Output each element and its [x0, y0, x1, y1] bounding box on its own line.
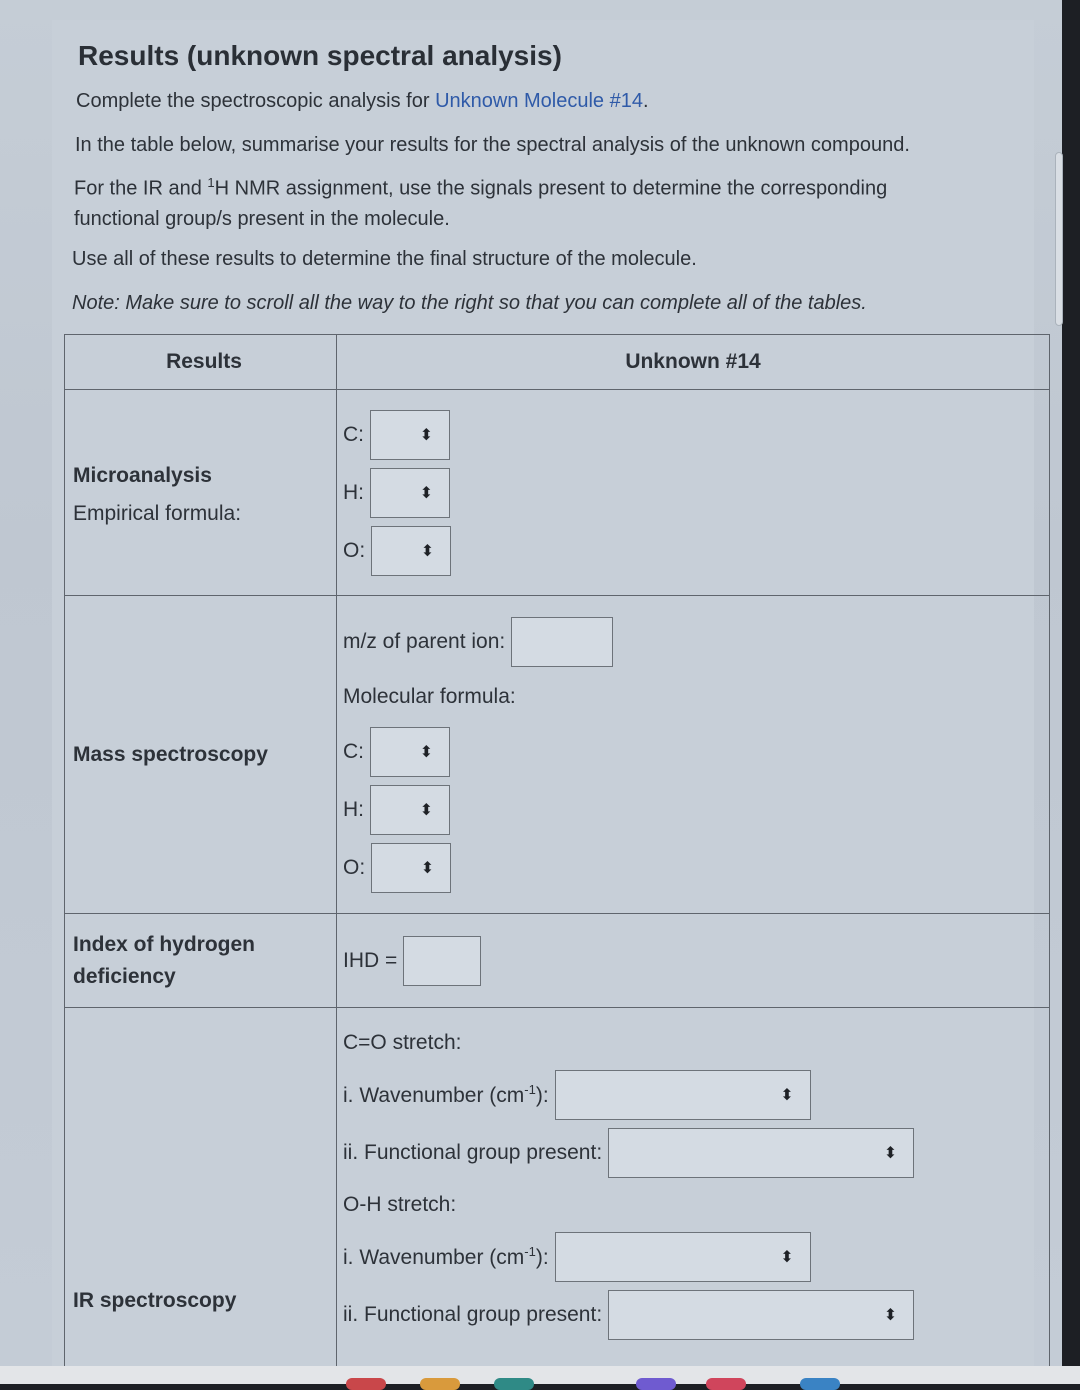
co-functional-group-label: ii. Functional group present: — [343, 1141, 603, 1164]
micro-h-select[interactable] — [370, 468, 450, 518]
mass-h-label: H: — [343, 797, 364, 821]
empirical-formula-label: Empirical formula: — [73, 501, 242, 525]
micro-c-select[interactable] — [370, 410, 450, 460]
co-wavenumber-select[interactable] — [555, 1070, 811, 1120]
page-title: Results (unknown spectral analysis) — [78, 40, 562, 71]
updown-arrow-icon: ⬍ — [419, 426, 433, 444]
taskbar-dot — [346, 1378, 386, 1390]
bottom-strip — [0, 1366, 1080, 1384]
updown-arrow-icon: ⬍ — [420, 859, 435, 877]
oh-wavenumber-label: i. Wavenumber $(cm^{-1})$: — [343, 1244, 549, 1269]
updown-arrow-icon: ⬍ — [883, 1307, 898, 1324]
ihd-input[interactable] — [403, 936, 481, 986]
mass-o-select[interactable] — [371, 843, 451, 893]
micro-c-label: C: — [343, 422, 364, 446]
oh-functional-group-label: ii. Functional group present: — [343, 1303, 603, 1326]
mass-o-label: O: — [343, 855, 366, 879]
mz-label: m/z of parent ion: — [343, 629, 506, 653]
ihd-row — [65, 914, 1050, 1008]
unknown-molecule-link[interactable]: Unknown Molecule #14 — [435, 90, 643, 112]
intro-text: Complete the spectroscopic analysis for Unknown Molecule #14. — [76, 90, 649, 112]
taskbar-dot — [494, 1378, 534, 1390]
mass-label: Mass spectroscopy — [73, 742, 268, 766]
micro-h-label: H: — [343, 480, 364, 504]
ir-label-cell — [65, 1008, 337, 1367]
molecular-formula-label: Molecular formula: — [343, 684, 516, 708]
oh-wavenumber-select[interactable] — [555, 1232, 811, 1282]
mass-c-label: C: — [343, 739, 364, 763]
ir-label: IR spectroscopy — [73, 1289, 237, 1312]
mass-input-cell — [337, 596, 1050, 914]
scroll-note: Note: Make sure to scroll all the way to the right so that you can complete all of the tables. — [72, 292, 867, 314]
micro-o-select[interactable] — [371, 526, 451, 576]
updown-arrow-icon: ⬍ — [420, 542, 435, 560]
microanalysis-label: Microanalysis — [73, 463, 212, 487]
mass-c-select[interactable] — [370, 727, 450, 777]
microanalysis-label-cell — [65, 390, 337, 596]
co-wavenumber-label: i. Wavenumber $(cm^{-1})$: — [343, 1082, 549, 1107]
microanalysis-input-cell — [337, 390, 1050, 596]
oh-functional-group-select[interactable] — [608, 1290, 914, 1340]
taskbar-dot — [636, 1378, 676, 1390]
updown-arrow-icon: ⬍ — [419, 743, 433, 761]
updown-arrow-icon: ⬍ — [780, 1087, 794, 1104]
updown-arrow-icon: ⬍ — [780, 1249, 794, 1266]
mass-row — [65, 596, 1050, 914]
co-stretch-heading: C=O stretch: — [343, 1031, 462, 1054]
ihd-label-cell — [65, 914, 337, 1008]
updown-arrow-icon: ⬍ — [419, 801, 433, 819]
taskbar-dot — [706, 1378, 746, 1390]
mz-input[interactable] — [511, 617, 613, 667]
scrollbar-thumb[interactable] — [1055, 152, 1063, 326]
results-table — [64, 334, 1050, 1366]
instruction-paragraph-3: Use all of these results to determine the final structure of the molecule. — [72, 248, 697, 270]
taskbar-dot — [800, 1378, 840, 1390]
updown-arrow-icon: ⬍ — [419, 484, 433, 502]
mass-label-cell — [65, 596, 337, 914]
results-column-header: Results — [65, 335, 337, 390]
micro-o-label: O: — [343, 538, 366, 562]
ihd-input-cell — [337, 914, 1050, 1008]
oh-stretch-heading: O-H stretch: — [343, 1193, 457, 1216]
taskbar-dot — [420, 1378, 460, 1390]
mass-h-select[interactable] — [370, 785, 450, 835]
unknown-column-header: Unknown #14 — [337, 335, 1050, 390]
updown-arrow-icon: ⬍ — [883, 1145, 898, 1162]
ir-input-cell — [337, 1008, 1050, 1367]
ihd-label: Index of hydrogen deficiency — [73, 932, 256, 988]
instruction-paragraph-1: In the table below, summarise your results for the spectral analysis of the unknown compound. — [75, 134, 910, 156]
instruction-paragraph-2: For the IR and $^1$H NMR assignment, use the signals present to determine the corresponding functional group/s present in the molecule. — [74, 175, 888, 230]
microanalysis-row — [65, 390, 1050, 596]
ihd-field-label: IHD = — [343, 948, 398, 972]
ir-row — [65, 1008, 1050, 1367]
co-functional-group-select[interactable] — [608, 1128, 914, 1178]
